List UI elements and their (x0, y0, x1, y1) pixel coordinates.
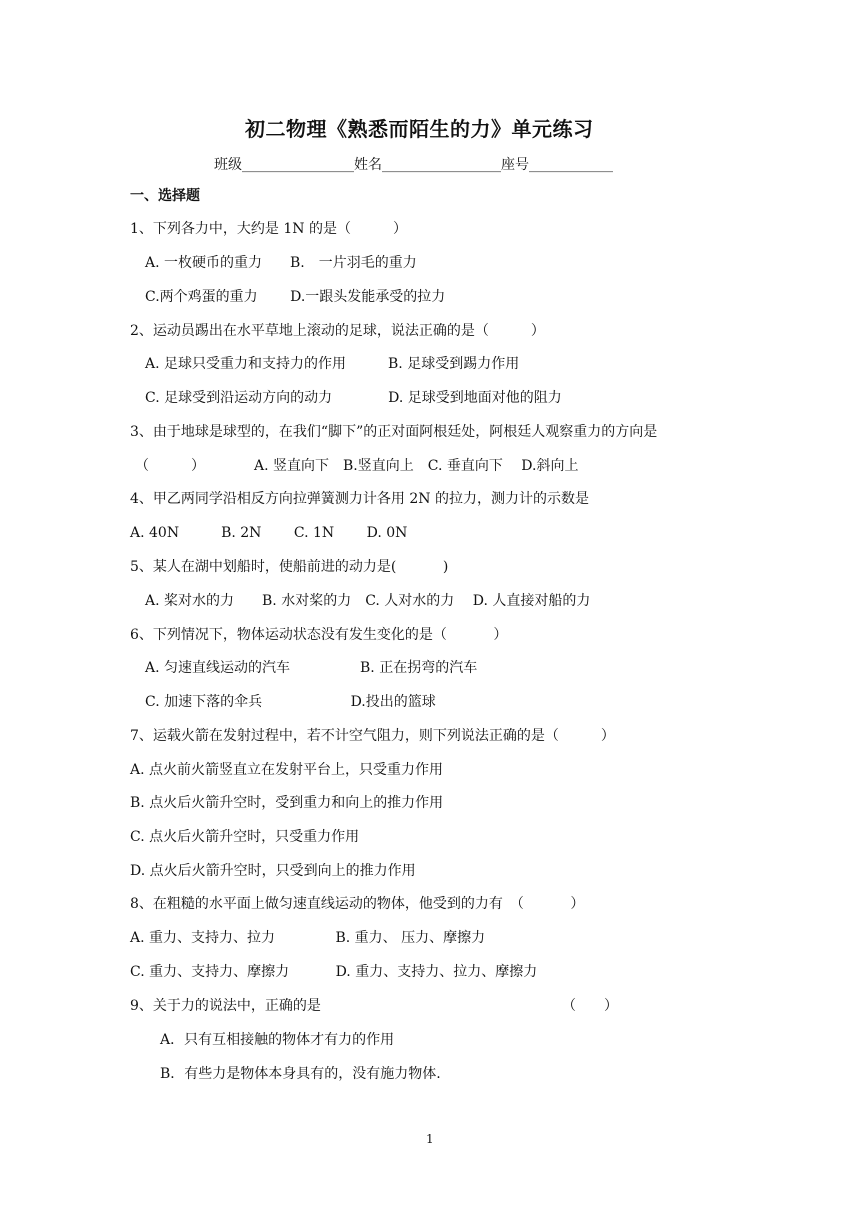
question-1-options-line-1: A. 一枚硬币的重力 B. 一片羽毛的重力 (145, 255, 417, 271)
question-6-options-line-2: C. 加速下落的伞兵 D.投出的篮球 (145, 694, 436, 710)
question-9-answer-blank: （ ） (562, 998, 618, 1014)
student-info-line: 班级________________姓名_________________座号____________ (214, 157, 613, 173)
question-1-stem: 1、下列各力中，大约是 1N 的是（ ） (130, 221, 407, 237)
question-7-option-c: C. 点火后火箭升空时，只受重力作用 (130, 829, 360, 845)
section-heading: 一、选择题 (130, 188, 200, 204)
question-9-stem: 9、关于力的说法中，正确的是 (130, 998, 321, 1014)
question-3-options-line-1: （ ） A. 竖直向下 B.竖直向上 C. 垂直向下 D.斜向上 (135, 458, 579, 474)
question-6-options-line-1: A. 匀速直线运动的汽车 B. 正在拐弯的汽车 (145, 660, 478, 676)
question-8-stem: 8、在粗糙的水平面上做匀速直线运动的物体，他受到的力有 （ ） (130, 896, 585, 912)
question-5-stem: 5、某人在湖中划船时，使船前进的动力是( ) (130, 559, 449, 575)
question-2-options-line-1: A. 足球只受重力和支持力的作用 B. 足球受到踢力作用 (145, 356, 520, 372)
question-4-stem: 4、甲乙两同学沿相反方向拉弹簧测力计各用 2N 的拉力，测力计的示数是 (130, 491, 589, 507)
page-number: 1 (426, 1132, 434, 1146)
page-title: 初二物理《熟悉而陌生的力》单元练习 (245, 117, 594, 141)
question-7-option-a: A. 点火前火箭竖直立在发射平台上，只受重力作用 (130, 762, 444, 778)
question-2-stem: 2、运动员踢出在水平草地上滚动的足球，说法正确的是（ ） (130, 323, 545, 339)
question-2-options-line-2: C. 足球受到沿运动方向的动力 D. 足球受到地面对他的阻力 (145, 390, 562, 406)
question-5-options-line-1: A. 桨对水的力 B. 水对桨的力 C. 人对水的力 D. 人直接对船的力 (145, 593, 591, 609)
question-1-options-line-2: C.两个鸡蛋的重力 D.一跟头发能承受的拉力 (145, 289, 446, 305)
question-8-options-line-2: C. 重力、支持力、摩擦力 D. 重力、支持力、拉力、摩擦力 (130, 964, 538, 980)
question-6-stem: 6、下列情况下，物体运动状态没有发生变化的是（ ） (130, 627, 508, 643)
question-8-options-line-1: A. 重力、支持力、拉力 B. 重力、 压力、摩擦力 (130, 930, 486, 946)
question-7-option-b: B. 点火后火箭升空时，受到重力和向上的推力作用 (130, 795, 444, 811)
question-3-stem: 3、由于地球是球型的，在我们“脚下”的正对面阿根廷处，阿根廷人观察重力的方向是 (130, 424, 658, 440)
question-7-option-d: D. 点火后火箭升空时，只受到向上的推力作用 (130, 863, 416, 879)
question-7-stem: 7、运载火箭在发射过程中，若不计空气阻力，则下列说法正确的是（ ） (130, 728, 615, 744)
question-4-options-line-1: A. 40N B. 2N C. 1N D. 0N (130, 525, 408, 541)
question-9-option-a: A．只有互相接触的物体才有力的作用 (160, 1032, 395, 1048)
question-9-option-b: B．有些力是物体本身具有的，没有施力物体. (160, 1066, 441, 1082)
